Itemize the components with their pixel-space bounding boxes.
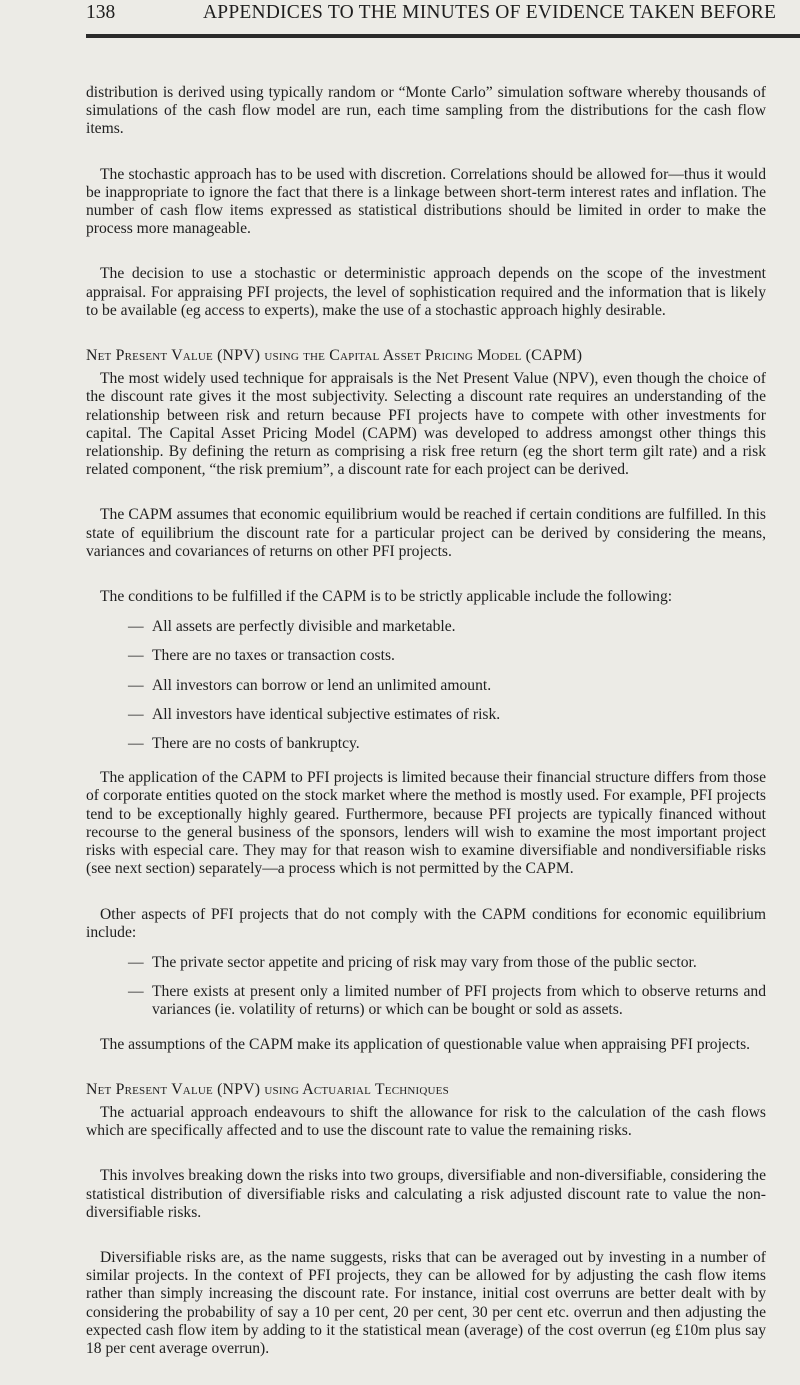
dash-bullet: — <box>128 618 144 636</box>
paragraph: Other aspects of PFI projects that do not comply with the CAPM conditions for economic equilibrium include: <box>86 905 766 941</box>
page-number: 138 <box>86 2 116 23</box>
paragraph: The CAPM assumes that economic equilibrium would be reached if certain conditions are fulfilled. In this state of equilibrium the discount rate for a particular project can be derived by considering the means, variances and covariances of returns on other PFI projects. <box>86 506 766 560</box>
paragraph: The assumptions of the CAPM make its application of questionable value when appraising PFI projects. <box>100 1035 751 1053</box>
dash-bullet: — <box>128 647 144 665</box>
dash-bullet: — <box>128 705 144 723</box>
paragraph: The decision to use a stochastic or deterministic approach depends on the scope of the investment appraisal. For appraising PFI projects, the level of sophistication required and the information that is likely to be available (eg access to experts), make the use of a stochastic approach highly desirable. <box>86 265 766 319</box>
dash-bullet: — <box>128 676 144 694</box>
paragraph: The application of the CAPM to PFI projects is limited because their financial structure differs from those of corporate entities quoted on the stock market where the method is mostly used. For example, PFI projects tend to be exceptionally highly geared. Furthermore, because PFI projects are typically financed without recourse to the general business of the sponsors, lenders will wish to examine the most important project risks with especial care. They may for that reason wish to examine diversifiable and nondiversifiable risks (see next section) separately—a process which is not permitted by the CAPM. <box>86 769 766 878</box>
paragraph: The most widely used technique for appraisals is the Net Present Value (NPV), even though the choice of the discount rate gives it the most subjectivity. Selecting a discount rate requires an understanding of the relationship between risk and return because PFI projects have to compete with other investments for capital. The Capital Asset Pricing Model (CAPM) was developed to address amongst other things this relationship. By defining the return as comprising a risk free return (eg the short term gilt rate) and a risk related component, “the risk premium”, a discount rate for each project can be derived. <box>86 370 766 479</box>
header-rule <box>86 34 800 38</box>
list-item: — All investors can borrow or lend an unlimited amount. <box>128 676 492 694</box>
list-item: — The private sector appetite and pricing of risk may vary from those of the public sector. <box>128 953 697 971</box>
running-title: APPENDICES TO THE MINUTES OF EVIDENCE TAKEN BEFORE <box>203 2 777 23</box>
capm-conditions-list <box>86 618 766 753</box>
section-heading-actuarial: Net Present Value (NPV) using Actuarial Techniques <box>86 1080 449 1098</box>
paragraph: The actuarial approach endeavours to shift the allowance for risk to the calculation of the cash flows which are specifically affected and to use the discount rate to value the remaining risks. <box>86 1103 766 1140</box>
paragraph: distribution is derived using typically random or “Monte Carlo” simulation software whereby thousands of simulations of the cash flow model are run, each time sampling from the distributions for the cash flow items. <box>86 84 766 138</box>
dash-bullet: — <box>128 953 144 971</box>
dash-bullet: — <box>128 983 144 1001</box>
pfi-aspects-list <box>86 954 766 1020</box>
dash-bullet: — <box>128 735 144 753</box>
list-item: — There are no taxes or transaction costs. <box>128 647 395 665</box>
paragraph: The stochastic approach has to be used with discretion. Correlations should be allowed for—thus it would be inappropriate to ignore the fact that there is a linkage between short-term interest rates and inflation. The number of cash flow items expressed as statistical distributions should be limited in order to make the process more manageable. <box>86 165 766 238</box>
list-item: — There are no costs of bankruptcy. <box>128 735 360 753</box>
list-item: — All assets are perfectly divisible and marketable. <box>128 618 456 636</box>
list-item: — All investors have identical subjective estimates of risk. <box>128 705 501 723</box>
list-item: — There exists at present only a limited number of PFI projects from which to observe returns and variances (ie. volatility of returns) or which can be bought or sold as assets. <box>128 983 766 1019</box>
paragraph: This involves breaking down the risks into two groups, diversifiable and non-diversifiable, considering the statistical distribution of diversifiable risks and calculating a risk adjusted discount rate to value the non-diversifiable risks. <box>86 1167 766 1221</box>
paragraph: The conditions to be fulfilled if the CAPM is to be strictly applicable include the following: <box>100 588 673 606</box>
paragraph: Diversifiable risks are, as the name suggests, risks that can be averaged out by investing in a number of similar projects. In the context of PFI projects, they can be allowed for by adjusting the cash flow items rather than simply increasing the discount rate. For instance, initial cost overruns are better dealt with by considering the probability of say a 10 per cent, 20 per cent, 30 per cent etc. overrun and then adjusting the expected cash flow item by adding to it the statistical mean (average) of the cost overrun (eg £10m plus say 18 per cent average overrun). <box>86 1248 766 1357</box>
document-body <box>86 84 766 1385</box>
section-heading-capm: Net Present Value (NPV) using the Capital Asset Pricing Model (CAPM) <box>86 347 583 365</box>
